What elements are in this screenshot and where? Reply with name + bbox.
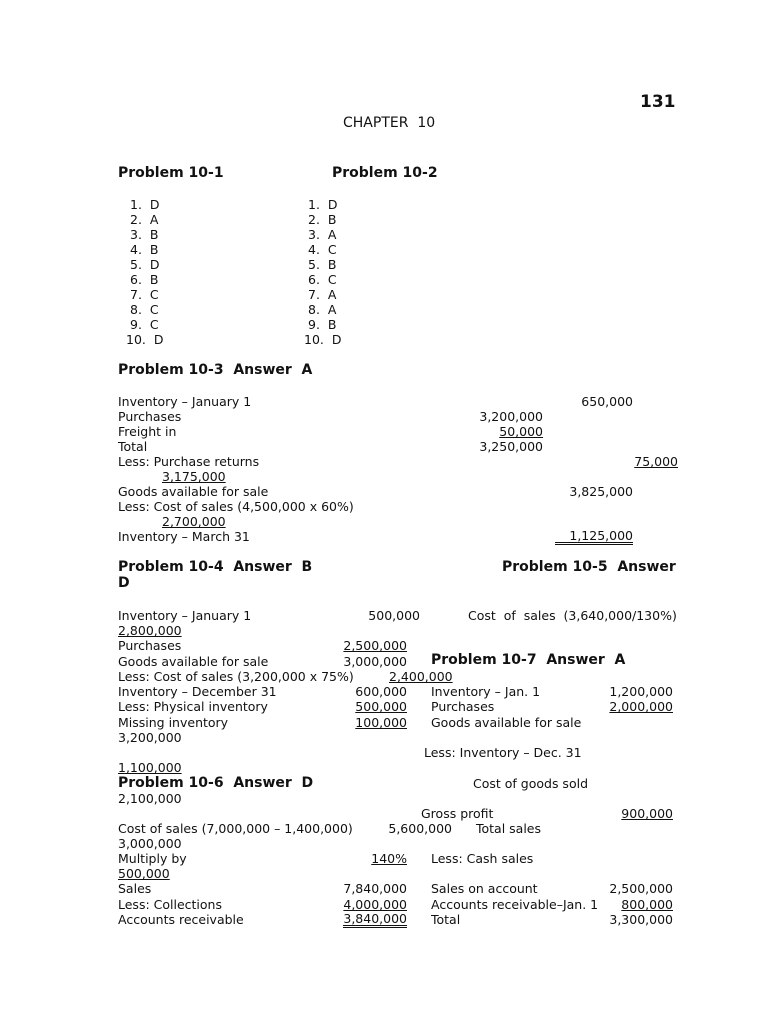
line-label: Less: Cash sales [431,851,534,866]
line-value: 3,000,000 [118,836,182,851]
line-label: Inventory – January 1 [118,394,252,409]
problem-10-1-heading: Problem 10-1 [118,165,224,181]
line-label: Less: Cost of sales (4,500,000 x 60%) [118,499,354,514]
line-value: 75,000 [634,454,678,469]
line-label: Less: Physical inventory [118,699,268,714]
line-value: 650,000 [581,394,633,409]
line-value: 500,000 [355,699,407,714]
answer-item: 2. A [130,212,159,227]
line-value: 3,825,000 [569,484,633,499]
line-label: Goods available for sale [118,654,269,669]
line-value: 3,200,000 [479,409,543,424]
line-value: 2,500,000 [343,638,407,653]
problem-10-6-heading: Problem 10-6 Answer D [118,775,314,791]
problem-10-2-heading: Problem 10-2 [332,165,438,181]
line-label: Inventory – January 1 [118,608,252,623]
answer-item: 9. B [308,317,337,332]
line-label: Missing inventory [118,715,229,730]
line-label: Purchases [118,409,182,424]
line-label: Gross profit [421,806,494,821]
line-value: 500,000 [368,608,420,623]
chapter-title: CHAPTER 10 [343,115,436,131]
line-value: 1,125,000 [555,529,633,545]
line-label: Freight in [118,424,177,439]
line-label: Less: Inventory – Dec. 31 [424,745,582,760]
problem-10-3-heading: Problem 10-3 Answer A [118,362,313,378]
problem-10-4-heading-wrap: D [118,575,130,591]
line-label: Goods available for sale [431,715,582,730]
line-label: Less: Collections [118,897,222,912]
line-label: Total sales [476,821,542,836]
line-value: 3,300,000 [609,912,673,927]
line-label: Inventory – Jan. 1 [431,684,541,699]
page-number: 131 [640,92,676,112]
line-value: 3,250,000 [479,439,543,454]
line-label: Cost of sales (7,000,000 – 1,400,000) [118,821,353,836]
line-value: 600,000 [355,684,407,699]
line-label: Purchases [118,638,182,653]
line-value: 2,800,000 [118,623,182,638]
line-value: 500,000 [118,866,170,881]
line-value: 2,100,000 [118,791,182,806]
line-label: Cost of goods sold [473,776,589,791]
answer-item: 3. B [130,227,159,242]
problem-10-7-heading: Problem 10-7 Answer A [431,652,626,668]
answer-item: 6. C [308,272,337,287]
line-value: 2,000,000 [609,699,673,714]
answer-item: 1. D [308,197,338,212]
answer-item: 8. C [130,302,159,317]
line-value: 50,000 [499,424,543,439]
line-label: Accounts receivable [118,912,244,927]
line-label: Goods available for sale [118,484,269,499]
line-label: Total [118,439,148,454]
line-label: Purchases [431,699,495,714]
line-label: Accounts receivable–Jan. 1 [431,897,599,912]
line-value: 900,000 [621,806,673,821]
answer-item: 4. B [130,242,159,257]
line-label: Total [431,912,461,927]
line-value: 3,175,000 [162,469,226,484]
answer-item: 2. B [308,212,337,227]
line-value: 3,000,000 [343,654,407,669]
problem-10-4-heading: Problem 10-4 Answer B [118,559,313,575]
answer-item: 4. C [308,242,337,257]
line-value: 2,400,000 [389,669,453,684]
line-value: 1,200,000 [609,684,673,699]
line-value: 2,500,000 [609,881,673,896]
line-label: Sales [118,881,152,896]
answer-item: 5. B [308,257,337,272]
line-value: 4,000,000 [343,897,407,912]
line-label: Inventory – December 31 [118,684,277,699]
line-value: 1,100,000 [118,760,182,775]
problem-10-5-heading: Problem 10-5 Answer [502,559,676,575]
line-label: Sales on account [431,881,538,896]
line-value: 5,600,000 [388,821,452,836]
answer-item: 3. A [308,227,337,242]
answer-item: 10. D [304,332,342,347]
answer-item: 8. A [308,302,337,317]
line-value: 800,000 [621,897,673,912]
line-value: 2,700,000 [162,514,226,529]
line-value: 7,840,000 [343,881,407,896]
line-value: 3,200,000 [118,730,182,745]
answer-item: 9. C [130,317,159,332]
answer-item: 10. D [126,332,164,347]
line-value: 140% [371,851,407,866]
answer-item: 1. D [130,197,160,212]
line-label: Multiply by [118,851,187,866]
line-value: 100,000 [355,715,407,730]
answer-item: 7. C [130,287,159,302]
line-label: Less: Cost of sales (3,200,000 x 75%) [118,669,354,684]
line-label: Cost of sales (3,640,000/130%) [468,608,677,623]
answer-item: 6. B [130,272,159,287]
answer-item: 7. A [308,287,337,302]
answer-item: 5. D [130,257,160,272]
line-label: Inventory – March 31 [118,529,250,544]
line-value: 3,840,000 [343,911,407,926]
line-label: Less: Purchase returns [118,454,260,469]
